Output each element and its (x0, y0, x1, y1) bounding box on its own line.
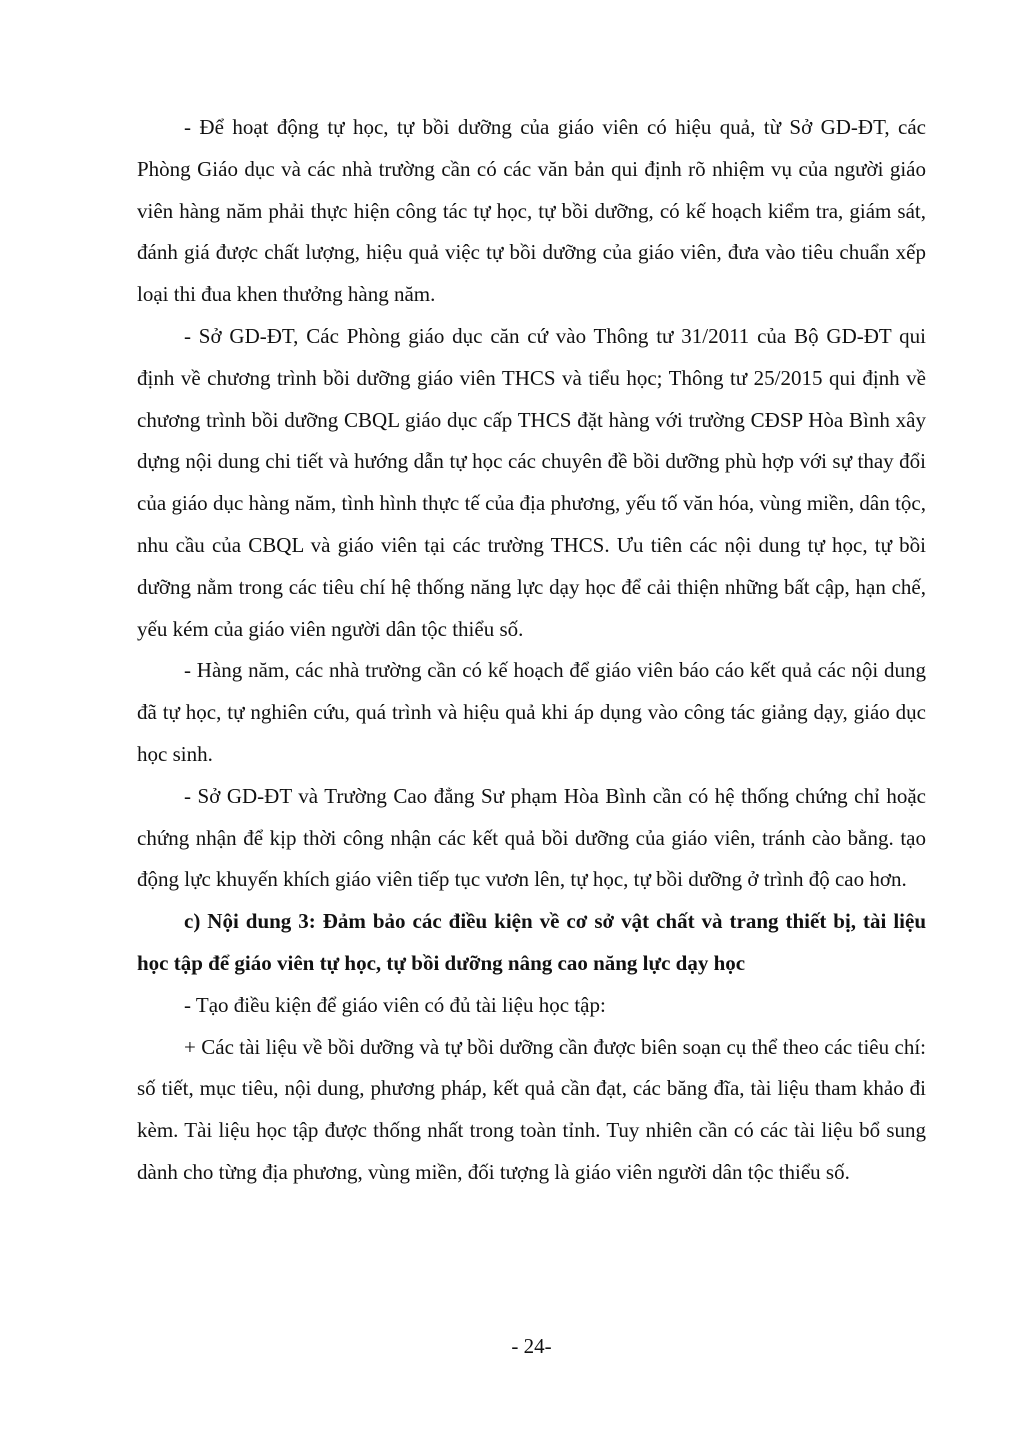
paragraph-learning-materials: - Tạo điều kiện để giáo viên có đủ tài liệu học tập: (184, 992, 606, 1017)
paragraph-circular-training-program: - Sở GD-ĐT, Các Phòng giáo dục căn cứ vào Thông tư 31/2011 của Bộ GD-ĐT qui định về chương trình bồi dưỡng giáo viên THCS và tiểu học; Thông tư 25/2015 qui định về chương trình bồi dưỡng CBQL giáo dục cấp THCS đặt hàng với trường CĐSP Hòa Bình xây dựng nội dung chi tiết và hướng dẫn tự học các chuyên đề bồi dưỡng phù hợp với sự thay đổi của giáo dục hàng năm, tình hình thực tế của địa phương, yếu tố văn hóa, vùng miền, dân tộc, nhu cầu của CBQL và giáo viên tại các trường THCS. Ưu tiên các nội dung tự học, tự bồi dưỡng nằm trong các tiêu chí hệ thống năng lực dạy học để cải thiện những bất cập, hạn chế, yếu kém của giáo viên người dân tộc thiểu số. (137, 323, 926, 641)
page-body (137, 107, 926, 1194)
paragraph-teacher-self-study-regulations: - Để hoạt động tự học, tự bồi dưỡng của giáo viên có hiệu quả, từ Sở GD-ĐT, các Phòng Giáo dục và các nhà trường cần có các văn bản qui định rõ nhiệm vụ của người giáo viên hàng năm phải thực hiện công tác tự học, tự bồi dưỡng, có kế hoạch kiểm tra, giám sát, đánh giá được chất lượng, hiệu quả việc tự bồi dưỡng của giáo viên, đưa vào tiêu chuẩn xếp loại thi đua khen thưởng hàng năm. (137, 115, 926, 307)
section-heading-content-3: c) Nội dung 3: Đảm bảo các điều kiện về cơ sở vật chất và trang thiết bị, tài liệu học tập để giáo viên tự học, tự bồi dưỡng nâng cao năng lực dạy học (137, 909, 926, 975)
paragraph-certification-system: - Sở GD-ĐT và Trường Cao đẳng Sư phạm Hòa Bình cần có hệ thống chứng chỉ hoặc chứng nhận để kịp thời công nhận các kết quả bồi dưỡng của giáo viên, tránh cào bằng. tạo động lực khuyến khích giáo viên tiếp tục vươn lên, tự học, tự bồi dưỡng ở trình độ cao hơn. (137, 783, 926, 892)
paragraph-annual-reporting: - Hàng năm, các nhà trường cần có kế hoạch để giáo viên báo cáo kết quả các nội dung đã tự học, tự nghiên cứu, quá trình và hiệu quả khi áp dụng vào công tác giảng dạy, giáo dục học sinh. (137, 658, 926, 766)
paragraph-training-documents: + Các tài liệu về bồi dưỡng và tự bồi dưỡng cần được biên soạn cụ thể theo các tiêu chí: số tiết, mục tiêu, nội dung, phương pháp, kết quả cần đạt, các băng đĩa, tài liệu tham khảo đi kèm. Tài liệu học tập được thống nhất trong toàn tỉnh. Tuy nhiên cần có các tài liệu bổ sung dành cho từng địa phương, vùng miền, đối tượng là giáo viên người dân tộc thiểu số. (137, 1034, 926, 1184)
page-number: - 24- (511, 1334, 552, 1358)
